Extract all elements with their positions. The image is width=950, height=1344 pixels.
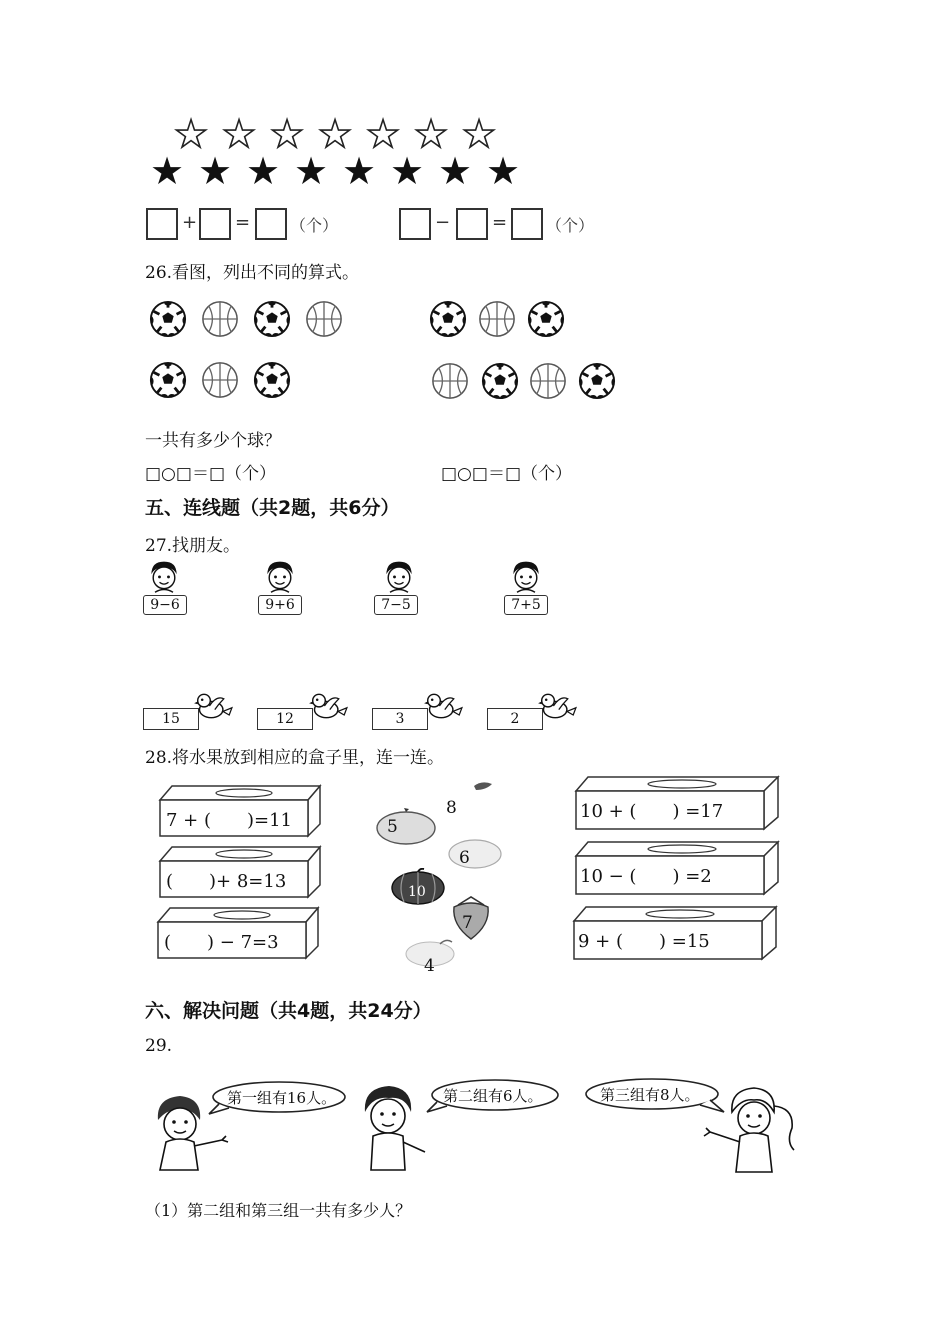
- section5-title: 五、连线题（共2题，共6分）: [145, 497, 400, 519]
- equation-box[interactable]: [158, 845, 322, 899]
- hollow-star-icon: ★: [366, 112, 401, 156]
- child-face-icon: [508, 558, 544, 594]
- hollow-star-icon: ★: [222, 112, 257, 156]
- equation-label: ( )+ 8=13: [166, 871, 287, 892]
- soccer-ball-icon: [149, 361, 187, 399]
- soccer-ball-icon: [481, 362, 519, 400]
- child-face-icon: [146, 558, 182, 594]
- speech-bubble: [425, 1078, 560, 1112]
- fruit-number: 7: [462, 913, 473, 933]
- fruit-number: 5: [387, 817, 398, 837]
- bubble-text: 第一组有16人。: [227, 1089, 337, 1107]
- section6-title: 六、解决问题（共4题，共24分）: [145, 1000, 432, 1022]
- equation-label: ( ) − 7=3: [164, 932, 279, 953]
- child-face-icon: [381, 558, 417, 594]
- bird-icon: [308, 688, 348, 724]
- q26-question: 一共有多少个球？: [145, 431, 281, 451]
- hollow-star-icon: ★: [174, 112, 209, 156]
- answer-box[interactable]: [456, 208, 488, 240]
- unit-label: （个）: [290, 216, 339, 235]
- basketball-icon: [478, 300, 516, 338]
- fruit-item[interactable]: [390, 868, 446, 906]
- fruit-number: 10: [408, 884, 426, 900]
- expression-card[interactable]: 7+5: [504, 595, 548, 615]
- equation-box[interactable]: [574, 840, 780, 896]
- hollow-star-icon: ★: [414, 112, 449, 156]
- solid-star-icon: ★: [198, 149, 233, 193]
- bubble-text: 第二组有6人。: [443, 1087, 543, 1105]
- q26-formula-left[interactable]: □○□＝□（个）: [145, 464, 277, 484]
- unit-label: （个）: [546, 216, 595, 235]
- fruit-item[interactable]: [448, 893, 494, 943]
- fruit-number: 8: [446, 798, 457, 818]
- solid-star-icon: ★: [486, 149, 521, 193]
- soccer-ball-icon: [578, 362, 616, 400]
- basketball-icon: [529, 362, 567, 400]
- answer-box[interactable]: [399, 208, 431, 240]
- equals-sign: =: [235, 212, 251, 233]
- girl-right-figure: [702, 1082, 802, 1174]
- q29-title: 29.: [145, 1036, 173, 1056]
- hollow-star-icon: ★: [462, 112, 497, 156]
- solid-star-icon: ★: [246, 149, 281, 193]
- bubble-text: 第三组有8人。: [600, 1086, 700, 1104]
- child-face-icon: [262, 558, 298, 594]
- girl-left-figure: [150, 1090, 230, 1174]
- answer-box[interactable]: [511, 208, 543, 240]
- bird-icon: [423, 688, 463, 724]
- answer-number-box[interactable]: 12: [257, 708, 313, 730]
- expression-card[interactable]: 9−6: [143, 595, 187, 615]
- equals-sign: =: [492, 212, 508, 233]
- expression-card[interactable]: 7−5: [374, 595, 418, 615]
- q27-title: 27.找朋友。: [145, 536, 241, 556]
- equation-box[interactable]: [574, 775, 780, 831]
- q26-title: 26.看图，列出不同的算式。: [145, 263, 360, 283]
- soccer-ball-icon: [527, 300, 565, 338]
- solid-star-icon: ★: [438, 149, 473, 193]
- solid-star-icon: ★: [342, 149, 377, 193]
- equation-box[interactable]: [572, 905, 778, 961]
- fruit-item[interactable]: [396, 938, 458, 976]
- answer-number-box[interactable]: 2: [487, 708, 543, 730]
- fruit-item[interactable]: [445, 832, 505, 872]
- plus-sign: +: [182, 212, 198, 233]
- q29-sub-question-1: （1）第二组和第三组一共有多少人？: [145, 1201, 412, 1220]
- answer-number-box[interactable]: 3: [372, 708, 428, 730]
- fruit-number: 6: [459, 848, 470, 868]
- basketball-icon: [201, 300, 239, 338]
- basketball-icon: [305, 300, 343, 338]
- q28-title: 28.将水果放到相应的盒子里，连一连。: [145, 748, 445, 768]
- equation-box[interactable]: [156, 906, 320, 960]
- answer-box[interactable]: [255, 208, 287, 240]
- answer-box[interactable]: [146, 208, 178, 240]
- answer-box[interactable]: [199, 208, 231, 240]
- solid-star-icon: ★: [390, 149, 425, 193]
- fruit-number: 4: [424, 956, 435, 976]
- soccer-ball-icon: [149, 300, 187, 338]
- fruit-item[interactable]: [440, 778, 500, 818]
- solid-star-icon: ★: [294, 149, 329, 193]
- soccer-ball-icon: [253, 300, 291, 338]
- q26-formula-right[interactable]: □○□＝□（个）: [441, 464, 573, 484]
- boy-middle-figure: [355, 1080, 435, 1172]
- equation-label: 10 − ( ) =2: [580, 866, 712, 887]
- hollow-star-icon: ★: [270, 112, 305, 156]
- solid-star-icon: ★: [150, 149, 185, 193]
- equation-label: 7 + ( )=11: [166, 810, 293, 831]
- equation-label: 9 + ( ) =15: [578, 931, 710, 952]
- soccer-ball-icon: [429, 300, 467, 338]
- fruit-item[interactable]: [375, 808, 437, 848]
- soccer-ball-icon: [253, 361, 291, 399]
- bird-icon: [537, 688, 577, 724]
- bird-icon: [193, 688, 233, 724]
- basketball-icon: [201, 361, 239, 399]
- minus-sign: −: [435, 212, 451, 233]
- hollow-star-icon: ★: [318, 112, 353, 156]
- answer-number-box[interactable]: 15: [143, 708, 199, 730]
- equation-label: 10 + ( ) =17: [580, 801, 724, 822]
- equation-box[interactable]: [158, 784, 322, 838]
- expression-card[interactable]: 9+6: [258, 595, 302, 615]
- basketball-icon: [431, 362, 469, 400]
